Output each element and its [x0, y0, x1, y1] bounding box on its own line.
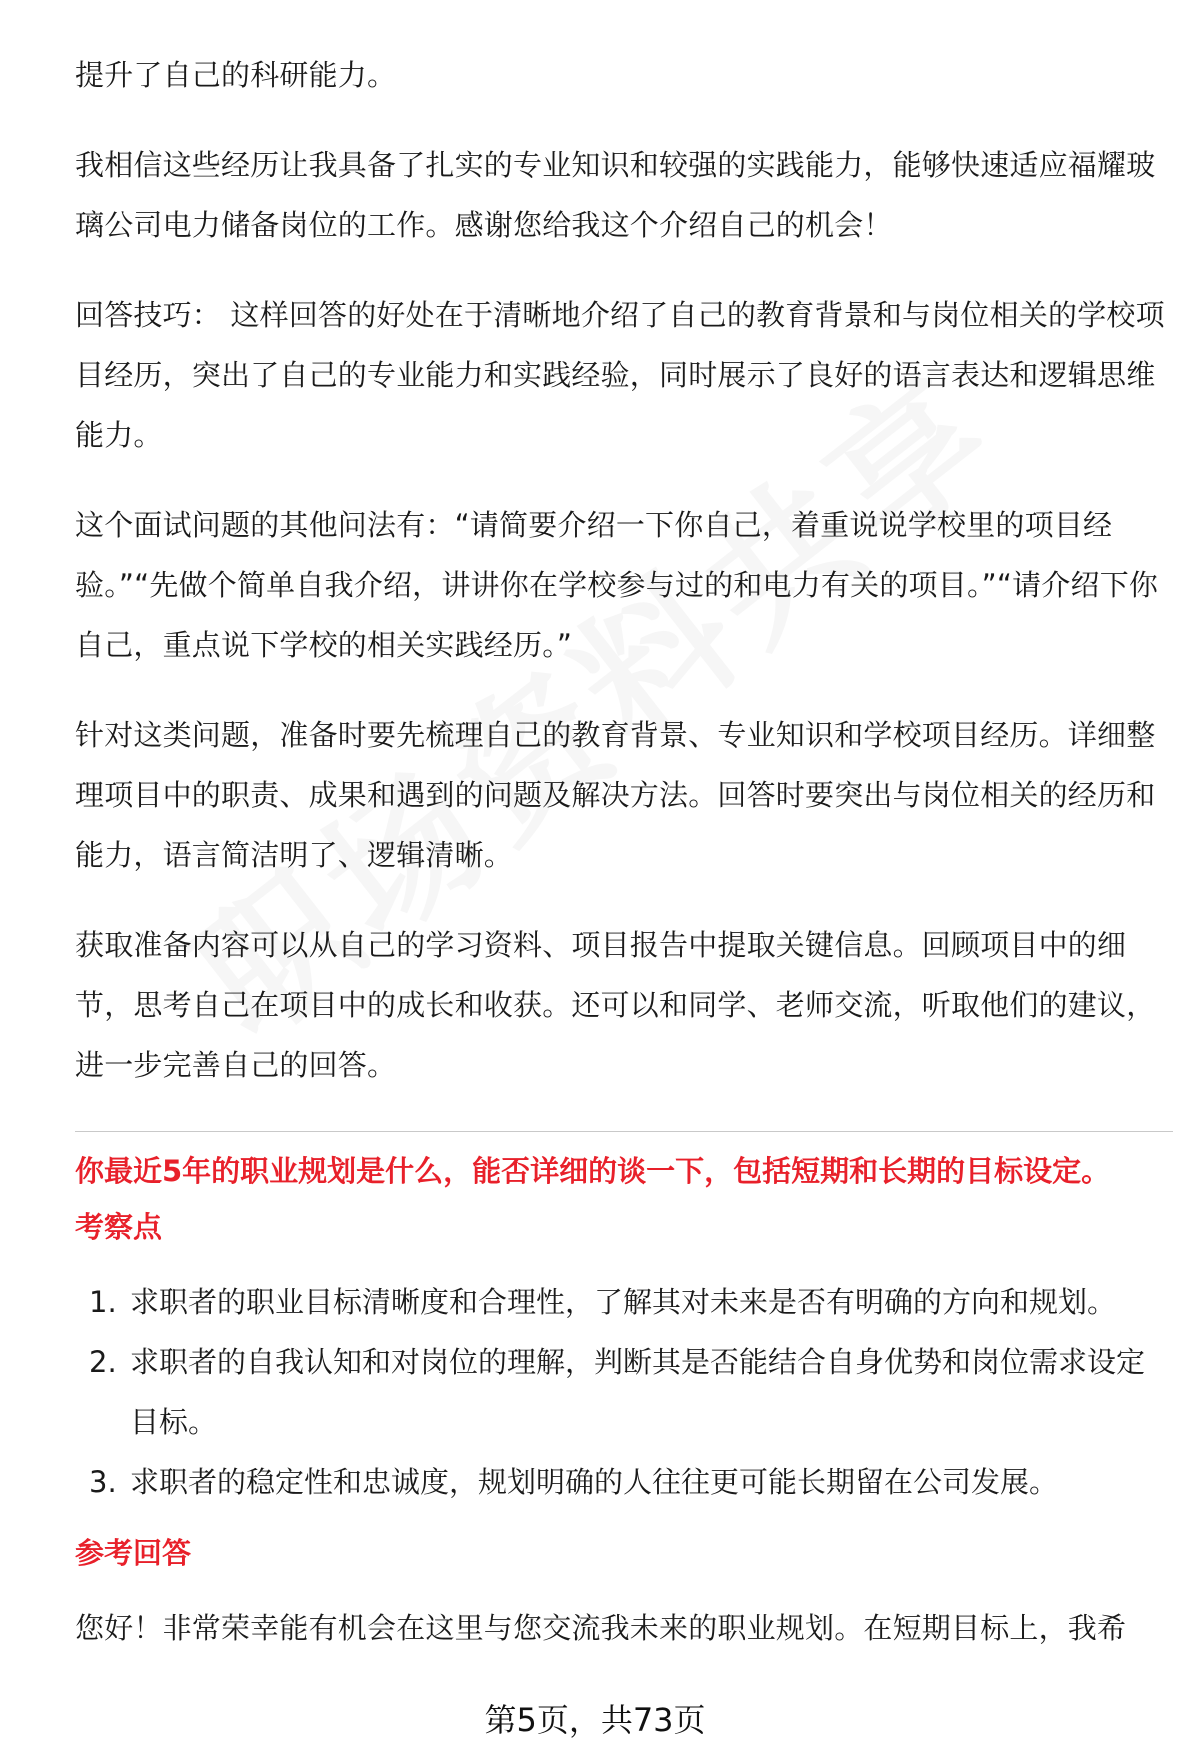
- paragraph: 我相信这些经历让我具备了扎实的专业知识和较强的实践能力，能够快速适应福耀玻璃公司电力储备岗位的工作。感谢您给我这个介绍自己的机会！: [75, 148, 1156, 242]
- list-item-text: 求职者的自我认知和对岗位的理解，判断其是否能结合自身优势和岗位需求设定目标。: [130, 1345, 1146, 1439]
- list-item-number: 1.: [89, 1285, 117, 1319]
- reference-answer-heading: 参考回答: [75, 1536, 192, 1570]
- list-item: [75, 1272, 1173, 1332]
- focus-points-list: [75, 1272, 1173, 1512]
- reference-answer-paragraph: 您好！非常荣幸能有机会在这里与您交流我未来的职业规划。在短期目标上，我希: [75, 1611, 1127, 1645]
- paragraph: 提升了自己的科研能力。: [75, 58, 397, 92]
- list-item-number: 2.: [89, 1345, 117, 1379]
- focus-points-heading: 考察点: [75, 1210, 163, 1244]
- page-content: [75, 45, 1173, 1658]
- list-item-text: 求职者的职业目标清晰度和合理性，了解其对未来是否有明确的方向和规划。: [130, 1285, 1117, 1319]
- paragraph: 获取准备内容可以从自己的学习资料、项目报告中提取关键信息。回顾项目中的细节，思考自己在项目中的成长和收获。还可以和同学、老师交流，听取他们的建议，进一步完善自己的回答。: [75, 928, 1156, 1082]
- answer-tip-paragraph: 回答技巧： 这样回答的好处在于清晰地介绍了自己的教育背景和与岗位相关的学校项目经历，突出了自己的专业能力和实践经验，同时展示了良好的语言表达和逻辑思维能力。: [75, 298, 1165, 452]
- page-number-footer: 第5页，共73页: [0, 1700, 1190, 1740]
- list-item: [75, 1332, 1173, 1452]
- list-item: [75, 1452, 1173, 1512]
- list-item-number: 3.: [89, 1465, 117, 1499]
- section-divider: [75, 1131, 1173, 1132]
- question-heading: 你最近5年的职业规划是什么，能否详细的谈一下，包括短期和长期的目标设定。: [75, 1154, 1111, 1188]
- alternative-questions-paragraph: 这个面试问题的其他问法有：“请简要介绍一下你自己，着重说说学校里的项目经验。”“先做个简单自我介绍，讲讲你在学校参与过的和电力有关的项目。”“请介绍下你自己，重点说下学校的相关实践经历。”: [75, 508, 1159, 662]
- list-item-text: 求职者的稳定性和忠诚度，规划明确的人往往更可能长期留在公司发展。: [130, 1465, 1059, 1499]
- paragraph: 针对这类问题，准备时要先梳理自己的教育背景、专业知识和学校项目经历。详细整理项目中的职责、成果和遇到的问题及解决方法。回答时要突出与岗位相关的经历和能力，语言简洁明了、逻辑清晰。: [75, 718, 1156, 872]
